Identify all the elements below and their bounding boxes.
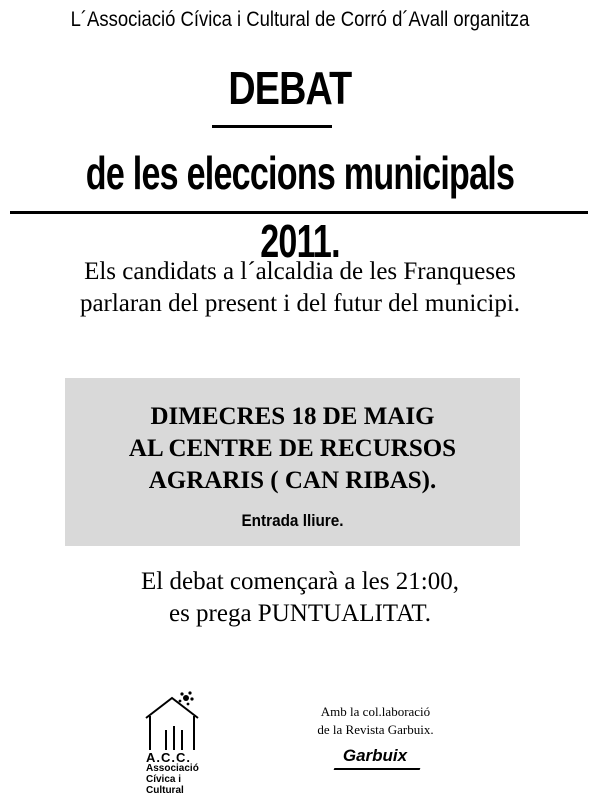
start-line-2: es prega PUNTUALITAT. [168, 600, 432, 627]
garbuix-logo-underline [334, 768, 421, 770]
logo-line-2: Cívica i [146, 774, 182, 785]
subtitle-underline [10, 211, 588, 214]
logo-line-1: Associació [146, 763, 199, 774]
association-logo-text [146, 752, 199, 796]
logo-line-3: Cultural [146, 785, 184, 796]
organizer-line: L´Associació Cívica i Cultural de Corró d´Avall organitza [70, 8, 530, 31]
event-info-text [65, 401, 520, 497]
collaboration-text [298, 703, 453, 739]
start-line-1: El debat començarà a les 21:00, [141, 568, 459, 595]
entry-notice: Entrada lliure. [241, 511, 344, 530]
logo-acronym: A.C.C. [146, 750, 191, 765]
collab-line-2: de la Revista Garbuix. [317, 722, 434, 737]
intro-line-1: Els candidats a l´alcaldia de les Franqueses [84, 258, 516, 285]
start-time-text [0, 566, 600, 630]
page-subtitle: de les eleccions municipals 2011. [85, 147, 515, 267]
event-venue-line-1: AL CENTRE DE RECURSOS [128, 435, 457, 462]
intro-line-2: parlaran del present i del futur del municipi. [79, 290, 521, 317]
event-venue-line-2: AGRARIS ( CAN RIBAS). [148, 467, 437, 494]
title-underline [212, 125, 332, 128]
garbuix-logo: Garbuix [342, 746, 408, 765]
page-title: DEBAT [228, 62, 352, 114]
collab-line-1: Amb la col.laboració [320, 704, 431, 719]
event-date: DIMECRES 18 DE MAIG [150, 403, 435, 430]
intro-text [0, 256, 600, 320]
